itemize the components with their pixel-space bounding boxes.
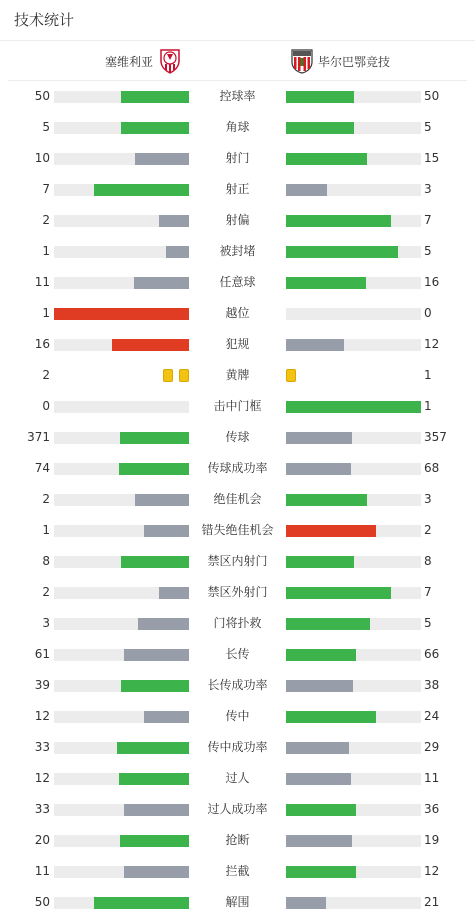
home-stat-bar	[54, 308, 189, 320]
stat-row	[0, 546, 475, 577]
stat-row	[0, 360, 475, 391]
away-stat-bar-fill	[286, 277, 366, 289]
stat-row	[0, 236, 475, 267]
home-stat-value: 2	[42, 492, 50, 506]
home-stat-bar	[54, 122, 189, 134]
away-stat-bar	[286, 618, 421, 630]
away-stat-bar-fill	[286, 525, 376, 537]
away-stat-value: 1	[424, 399, 432, 413]
away-stat-value: 1	[424, 368, 432, 382]
stat-row	[0, 794, 475, 825]
home-stat-bar	[54, 432, 189, 444]
away-stat-value: 24	[424, 709, 440, 723]
stat-row	[0, 763, 475, 794]
home-stat-value: 50	[34, 89, 50, 103]
away-stat-bar	[286, 246, 421, 258]
stat-row	[0, 732, 475, 763]
home-stat-bar	[54, 804, 189, 816]
stat-label: 错失绝佳机会	[201, 523, 274, 537]
away-stat-value: 5	[424, 616, 432, 630]
home-stat-value: 3	[42, 616, 50, 630]
away-stat-bar	[286, 401, 421, 413]
stat-row	[0, 639, 475, 670]
away-team[interactable]	[291, 41, 390, 81]
away-stat-bar	[286, 91, 421, 103]
home-stat-value: 1	[42, 244, 50, 258]
away-stat-value: 12	[424, 864, 440, 878]
home-stat-bar-fill	[94, 184, 189, 196]
away-stat-value: 11	[424, 771, 440, 785]
stat-label: 越位	[225, 306, 250, 320]
away-yellow-cards	[286, 369, 296, 383]
stat-row	[0, 484, 475, 515]
home-stat-value: 5	[42, 120, 50, 134]
away-stat-bar-fill	[286, 742, 349, 754]
stat-label: 射门	[225, 151, 250, 165]
stat-row	[0, 856, 475, 887]
home-stat-bar	[54, 835, 189, 847]
home-stat-value: 61	[34, 647, 50, 661]
stat-label: 长传成功率	[207, 678, 268, 692]
home-stat-bar-fill	[120, 432, 189, 444]
away-stat-bar-fill	[286, 897, 326, 909]
away-stat-bar-fill	[286, 835, 352, 847]
away-stat-bar-fill	[286, 556, 354, 568]
stat-label: 黄牌	[225, 368, 250, 382]
home-stat-bar	[54, 680, 189, 692]
yellow-card-icon	[179, 369, 189, 382]
away-stat-bar	[286, 866, 421, 878]
away-stat-value: 12	[424, 337, 440, 351]
stat-label: 被封堵	[219, 244, 256, 258]
away-stat-bar-fill	[286, 246, 398, 258]
athletic-bilbao-crest-icon	[291, 48, 313, 74]
stat-label: 击中门框	[213, 399, 262, 413]
home-stat-bar-fill	[166, 246, 189, 258]
away-stat-bar	[286, 773, 421, 785]
stat-label: 绝佳机会	[213, 492, 262, 506]
away-stat-bar-fill	[286, 587, 391, 599]
home-team-name: 塞维利亚	[104, 54, 153, 69]
away-stat-bar	[286, 649, 421, 661]
stat-row	[0, 143, 475, 174]
away-stat-bar-fill	[286, 463, 351, 475]
away-stat-value: 68	[424, 461, 440, 475]
home-stat-value: 2	[42, 213, 50, 227]
away-stat-bar-fill	[286, 494, 367, 506]
away-stat-value: 0	[424, 306, 432, 320]
stat-label: 传球	[225, 430, 250, 444]
stat-label: 传球成功率	[207, 461, 268, 475]
stat-row	[0, 608, 475, 639]
away-stat-bar	[286, 153, 421, 165]
stat-row	[0, 887, 475, 918]
stat-label: 犯规	[225, 337, 250, 351]
home-stat-bar-fill	[144, 525, 189, 537]
away-stat-bar-fill	[286, 153, 367, 165]
home-team[interactable]	[105, 41, 181, 81]
home-stat-bar-fill	[121, 91, 189, 103]
teams-header	[8, 41, 467, 81]
away-stat-value: 19	[424, 833, 440, 847]
away-stat-value: 21	[424, 895, 440, 909]
away-stat-bar	[286, 835, 421, 847]
stat-row	[0, 81, 475, 112]
away-stat-bar	[286, 897, 421, 909]
home-stat-bar	[54, 525, 189, 537]
stat-row	[0, 453, 475, 484]
yellow-card-icon	[163, 369, 173, 382]
home-stat-bar	[54, 184, 189, 196]
stat-label: 长传	[225, 647, 250, 661]
away-stat-bar-fill	[286, 122, 354, 134]
home-stat-bar-fill	[121, 556, 189, 568]
home-stat-bar-fill	[124, 866, 189, 878]
home-stat-bar	[54, 401, 189, 413]
away-stat-bar	[286, 680, 421, 692]
away-stat-bar	[286, 308, 421, 320]
stat-label: 过人	[225, 771, 250, 785]
stats-list	[0, 81, 475, 918]
home-stat-bar-fill	[138, 618, 189, 630]
home-stat-bar	[54, 463, 189, 475]
home-stat-bar-fill	[159, 587, 189, 599]
away-stat-value: 357	[424, 430, 447, 444]
stat-label: 过人成功率	[207, 802, 268, 816]
home-stat-bar-fill	[134, 277, 189, 289]
stat-row	[0, 825, 475, 856]
home-stat-bar-fill	[54, 308, 189, 320]
stat-label: 禁区内射门	[207, 554, 268, 568]
away-stat-bar	[286, 277, 421, 289]
away-stat-bar	[286, 804, 421, 816]
home-stat-bar	[54, 215, 189, 227]
away-stat-bar-fill	[286, 649, 356, 661]
home-stat-bar	[54, 618, 189, 630]
stat-row	[0, 670, 475, 701]
home-stat-bar-fill	[135, 153, 189, 165]
away-stat-value: 5	[424, 120, 432, 134]
stat-row	[0, 329, 475, 360]
away-stat-bar-fill	[286, 215, 391, 227]
away-stat-bar	[286, 494, 421, 506]
home-stat-value: 33	[34, 740, 50, 754]
stat-label: 控球率	[219, 89, 256, 103]
yellow-card-icon	[286, 369, 296, 382]
away-stat-bar	[286, 339, 421, 351]
home-stat-value: 20	[34, 833, 50, 847]
away-stat-value: 36	[424, 802, 440, 816]
home-stat-bar-fill	[135, 494, 189, 506]
away-stat-bar-fill	[286, 680, 353, 692]
away-stat-bar-fill	[286, 432, 352, 444]
away-stat-value: 15	[424, 151, 440, 165]
home-stat-bar-fill	[124, 804, 189, 816]
home-stat-value: 0	[42, 399, 50, 413]
stat-label: 传中	[225, 709, 250, 723]
away-stat-value: 3	[424, 182, 432, 196]
home-stat-bar	[54, 556, 189, 568]
stat-label: 拦截	[225, 864, 250, 878]
home-stat-bar-fill	[119, 463, 189, 475]
home-stat-bar-fill	[119, 773, 189, 785]
away-stat-bar-fill	[286, 618, 370, 630]
home-stat-value: 1	[42, 306, 50, 320]
home-stat-bar-fill	[94, 897, 189, 909]
stat-label: 抢断	[225, 833, 250, 847]
home-stat-bar	[54, 153, 189, 165]
stat-label: 传中成功率	[207, 740, 268, 754]
away-stat-bar	[286, 122, 421, 134]
stat-label: 解围	[225, 895, 250, 909]
home-stat-value: 11	[34, 864, 50, 878]
away-stat-value: 2	[424, 523, 432, 537]
away-stat-bar-fill	[286, 339, 344, 351]
stat-row	[0, 267, 475, 298]
home-stat-bar	[54, 866, 189, 878]
home-stat-bar-fill	[117, 742, 189, 754]
away-stat-value: 7	[424, 585, 432, 599]
home-stat-bar-fill	[159, 215, 189, 227]
away-stat-bar	[286, 463, 421, 475]
away-stat-bar-fill	[286, 773, 351, 785]
home-stat-bar	[54, 742, 189, 754]
stat-row	[0, 112, 475, 143]
away-stat-value: 50	[424, 89, 440, 103]
away-stat-bar	[286, 525, 421, 537]
away-stat-value: 3	[424, 492, 432, 506]
home-stat-bar-fill	[120, 835, 189, 847]
sevilla-crest-icon	[159, 48, 181, 74]
home-stat-value: 7	[42, 182, 50, 196]
away-stat-bar	[286, 742, 421, 754]
home-stat-value: 12	[34, 771, 50, 785]
stat-row	[0, 298, 475, 329]
home-stat-value: 16	[34, 337, 50, 351]
home-stat-bar-fill	[144, 711, 189, 723]
home-stat-bar-fill	[121, 680, 189, 692]
away-stat-bar-fill	[286, 866, 356, 878]
home-yellow-cards	[163, 369, 189, 383]
home-stat-bar	[54, 587, 189, 599]
away-stat-bar	[286, 556, 421, 568]
away-stat-value: 16	[424, 275, 440, 289]
away-stat-bar	[286, 432, 421, 444]
stat-label: 射正	[225, 182, 250, 196]
home-stat-value: 74	[34, 461, 50, 475]
stat-row	[0, 577, 475, 608]
home-stat-bar	[54, 494, 189, 506]
home-stat-bar	[54, 277, 189, 289]
away-stat-bar	[286, 215, 421, 227]
away-stat-bar	[286, 184, 421, 196]
home-stat-value: 11	[34, 275, 50, 289]
away-stat-bar	[286, 587, 421, 599]
away-team-name: 毕尔巴鄂竞技	[318, 54, 391, 69]
stat-label: 任意球	[219, 275, 256, 289]
home-stat-bar	[54, 339, 189, 351]
stat-label: 角球	[225, 120, 250, 134]
home-stat-value: 33	[34, 802, 50, 816]
away-stat-value: 8	[424, 554, 432, 568]
home-stat-bar	[54, 91, 189, 103]
home-stat-bar	[54, 649, 189, 661]
home-stat-bar	[54, 773, 189, 785]
stat-label: 禁区外射门	[207, 585, 268, 599]
home-stat-value: 10	[34, 151, 50, 165]
away-stat-bar	[286, 711, 421, 723]
away-stat-bar-fill	[286, 804, 356, 816]
stat-row	[0, 174, 475, 205]
away-stat-bar-fill	[286, 401, 421, 413]
home-stat-value: 8	[42, 554, 50, 568]
away-stat-value: 29	[424, 740, 440, 754]
home-stat-value: 2	[42, 585, 50, 599]
page-title-text: 技术统计	[14, 11, 75, 29]
home-stat-value: 39	[34, 678, 50, 692]
stat-row	[0, 391, 475, 422]
stat-label: 门将扑救	[213, 616, 262, 630]
home-stat-bar-fill	[112, 339, 189, 351]
home-stat-bar-fill	[124, 649, 189, 661]
home-stat-value: 1	[42, 523, 50, 537]
away-stat-bar-fill	[286, 184, 327, 196]
away-stat-value: 66	[424, 647, 440, 661]
stat-row	[0, 515, 475, 546]
stat-row	[0, 422, 475, 453]
home-stat-bar-fill	[121, 122, 189, 134]
page-title	[0, 0, 475, 41]
home-stat-bar	[54, 897, 189, 909]
home-stat-value: 12	[34, 709, 50, 723]
home-stat-value: 50	[34, 895, 50, 909]
away-stat-value: 7	[424, 213, 432, 227]
away-stat-bar-fill	[286, 91, 354, 103]
stat-row	[0, 205, 475, 236]
away-stat-value: 38	[424, 678, 440, 692]
home-stat-value: 2	[42, 368, 50, 382]
home-stat-bar	[54, 711, 189, 723]
home-stat-bar	[54, 246, 189, 258]
away-stat-value: 5	[424, 244, 432, 258]
home-stat-value: 371	[27, 430, 50, 444]
stat-label: 射偏	[225, 213, 250, 227]
away-stat-bar-fill	[286, 711, 376, 723]
stat-row	[0, 701, 475, 732]
